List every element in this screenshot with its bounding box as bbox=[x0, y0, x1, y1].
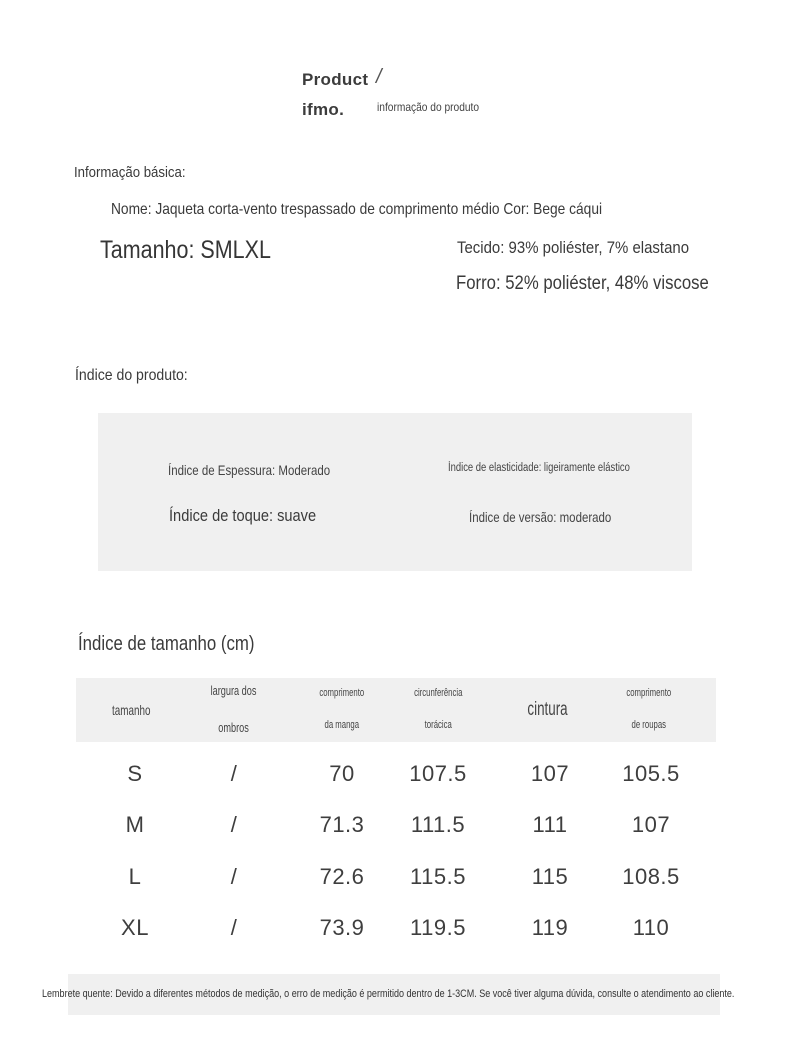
index-version: Índice de versão: moderado bbox=[469, 509, 612, 525]
cell-waist: 119 bbox=[531, 915, 569, 940]
cell-size: XL bbox=[121, 915, 149, 940]
header-title-info: ifmo. bbox=[302, 100, 345, 119]
cell-chest: 111.5 bbox=[410, 812, 466, 837]
basic-info-name: Nome: Jaqueta corta-vento trespassado de comprimento médio Cor: Bege cáqui bbox=[111, 201, 603, 218]
cell-sleeve: 70 bbox=[329, 761, 355, 786]
col-header-shoulder: largura dos ombros bbox=[211, 682, 257, 736]
table-row bbox=[76, 748, 716, 800]
col-header-chest: circunferência torácica bbox=[413, 687, 463, 731]
col-header-length: comprimento de roupas bbox=[626, 687, 672, 731]
cell-waist: 107 bbox=[530, 761, 570, 786]
header-title-product: Product bbox=[302, 70, 369, 89]
cell-sleeve: 73.9 bbox=[319, 915, 365, 940]
index-touch: Índice de toque: suave bbox=[169, 506, 317, 525]
cell-length: 108.5 bbox=[622, 864, 680, 889]
table-row bbox=[76, 799, 716, 851]
basic-info-size: Tamanho: SMLXL bbox=[100, 236, 271, 264]
index-elasticity: Índice de elasticidade: ligeiramente elástico bbox=[448, 462, 630, 474]
basic-info-heading: Informação básica: bbox=[74, 164, 186, 181]
header-subtitle: informação do produto bbox=[377, 100, 480, 114]
table-row bbox=[76, 902, 716, 954]
col-header-waist: cintura bbox=[527, 699, 569, 721]
col-header-size: tamanho bbox=[111, 701, 151, 718]
cell-sleeve: 72.6 bbox=[319, 864, 365, 889]
index-thickness: Índice de Espessura: Moderado bbox=[168, 462, 331, 478]
cell-chest: 115.5 bbox=[410, 864, 466, 889]
cell-size: L bbox=[128, 864, 142, 889]
cell-waist: 115 bbox=[531, 864, 569, 889]
cell-length: 107 bbox=[631, 812, 671, 837]
size-table-heading: Índice de tamanho (cm) bbox=[78, 633, 255, 655]
measurement-note: Lembrete quente: Devido a diferentes métodos de medição, o erro de medição é permitido dentro de 1-3CM. Se você tiver alguma dúvida, consulte o atendimento ao cliente. bbox=[42, 988, 735, 1000]
cell-chest: 107.5 bbox=[409, 761, 467, 786]
product-index-heading: Índice do produto: bbox=[75, 367, 188, 384]
cell-waist: 111 bbox=[532, 812, 568, 837]
basic-info-fabric: Tecido: 93% poliéster, 7% elastano bbox=[457, 238, 690, 257]
header-slash: / bbox=[376, 66, 382, 88]
cell-size: S bbox=[127, 761, 143, 786]
basic-info-lining: Forro: 52% poliéster, 48% viscose bbox=[456, 273, 709, 294]
cell-length: 105.5 bbox=[622, 761, 680, 786]
cell-sleeve: 71.3 bbox=[319, 812, 365, 837]
cell-shoulder: / bbox=[230, 812, 238, 837]
cell-shoulder: / bbox=[230, 915, 238, 940]
product-index-panel bbox=[98, 413, 692, 571]
cell-length: 110 bbox=[632, 915, 670, 940]
cell-shoulder: / bbox=[230, 864, 238, 889]
col-header-sleeve: comprimento da manga bbox=[319, 687, 365, 731]
cell-size: M bbox=[125, 812, 145, 837]
table-row bbox=[76, 851, 716, 903]
cell-shoulder: / bbox=[230, 761, 238, 786]
cell-chest: 119.5 bbox=[410, 915, 466, 940]
